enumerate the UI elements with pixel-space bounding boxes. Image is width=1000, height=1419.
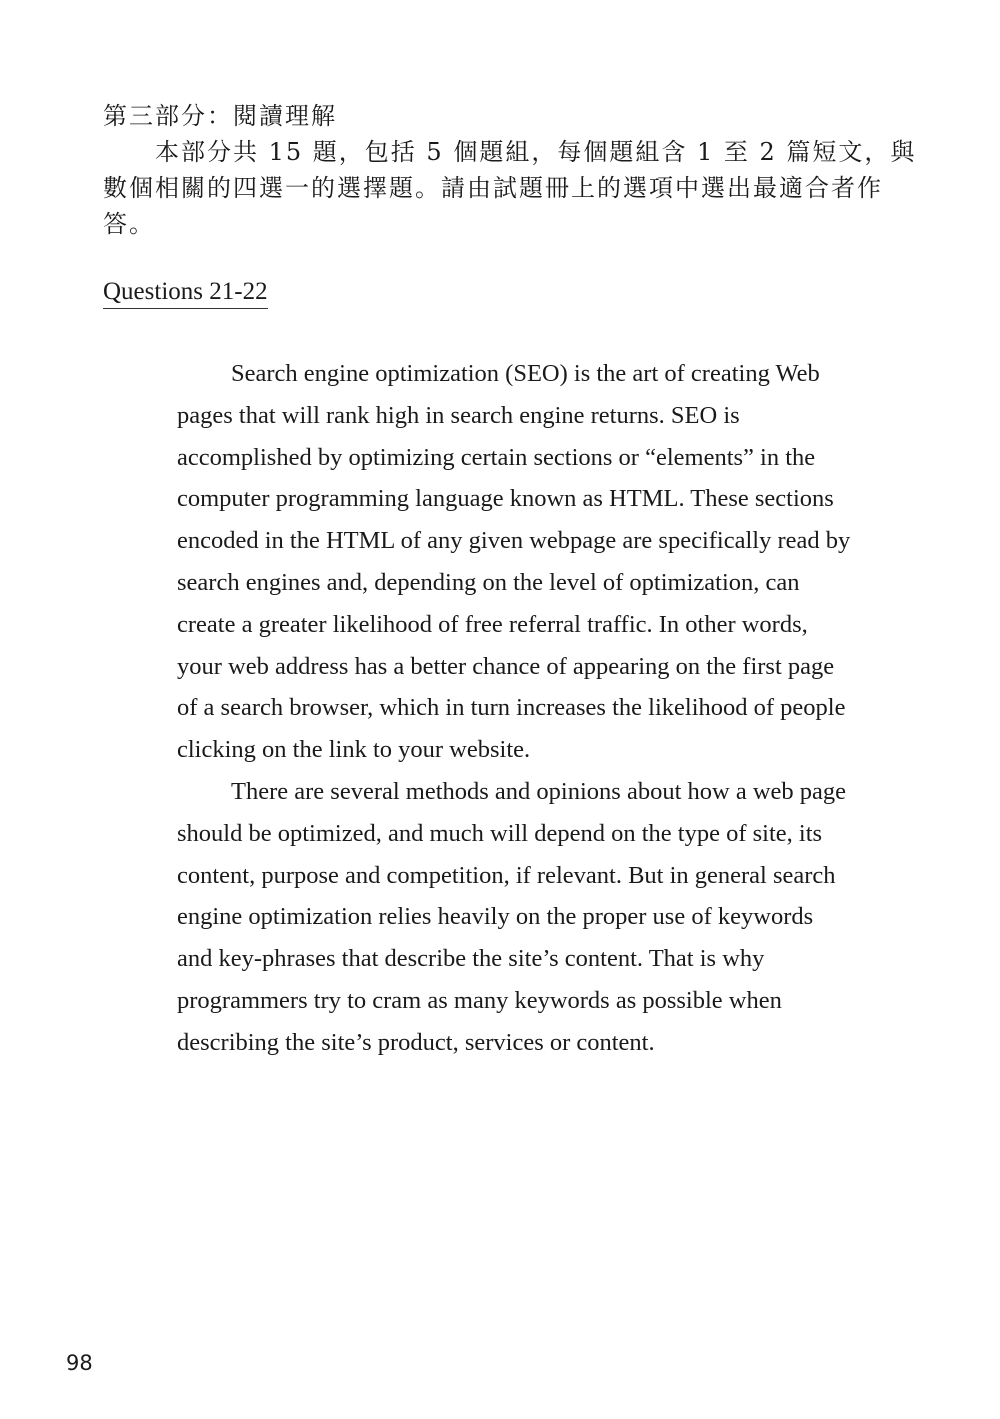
passage-line: encoded in the HTML of any given webpage are specifically read by xyxy=(177,527,851,555)
passage-line: accomplished by optimizing certain sections or “elements” in the xyxy=(177,443,816,471)
passage-line: There are several methods and opinions about how a web page xyxy=(231,777,847,805)
questions-heading: Questions 21-22 xyxy=(103,276,268,309)
passage-line: computer programming language known as HTML. These sections xyxy=(177,485,834,513)
reading-passage xyxy=(177,353,937,1064)
instructions-line: 答。 xyxy=(103,210,155,238)
section-instructions xyxy=(103,134,917,242)
passage-line: of a search browser, which in turn increases the likelihood of people xyxy=(177,694,846,722)
passage-line: programmers try to cram as many keywords as possible when xyxy=(177,986,782,1014)
passage-line: content, purpose and competition, if relevant. But in general search xyxy=(177,861,836,889)
passage-line: your web address has a better chance of appearing on the first page xyxy=(177,652,835,680)
passage-line: and key-phrases that describe the site’s content. That is why xyxy=(177,945,765,973)
passage-paragraph-1 xyxy=(177,353,937,771)
page-number: 98 xyxy=(66,1351,93,1375)
passage-line: Search engine optimization (SEO) is the art of creating Web xyxy=(231,360,820,387)
instructions-line: 數個相關的四選一的選擇題。請由試題冊上的選項中選出最適合者作 xyxy=(103,174,883,202)
instructions-line: 本部分共 15 題，包括 5 個題組，每個題組含 1 至 2 篇短文，與 xyxy=(103,138,917,166)
passage-line: describing the site’s product, services or content. xyxy=(177,1028,655,1056)
passage-line: create a greater likelihood of free referral traffic. In other words, xyxy=(177,610,808,638)
passage-line: search engines and, depending on the level of optimization, can xyxy=(177,568,800,596)
passage-line: should be optimized, and much will depend on the type of site, its xyxy=(177,819,823,847)
passage-line: clicking on the link to your website. xyxy=(177,736,531,764)
passage-paragraph-2 xyxy=(177,771,937,1064)
section-title: 第三部分：閱讀理解 xyxy=(103,102,337,130)
passage-line: engine optimization relies heavily on the proper use of keywords xyxy=(177,903,814,931)
passage-line: pages that will rank high in search engine returns. SEO is xyxy=(177,401,740,429)
